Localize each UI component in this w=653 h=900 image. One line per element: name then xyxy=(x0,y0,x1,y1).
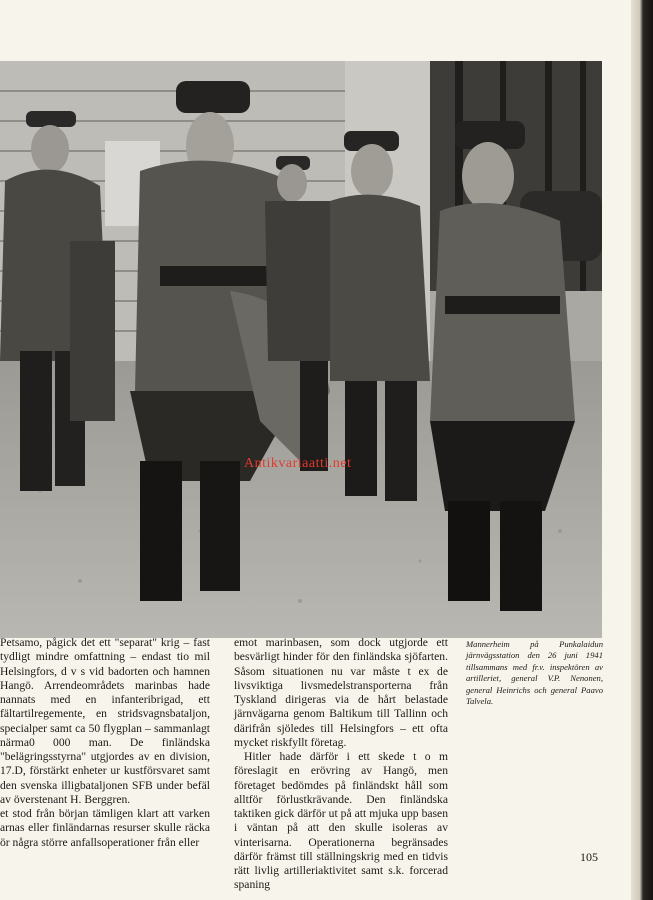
photo-illustration xyxy=(0,61,602,638)
photo-caption: Mannerheim på Punkalaidun järnvägsstation den 26 juni 1941 tillsammans med fr.v. inspektören av artilleriet, general V.P. Nenonen, general Heinrichs och general Paavo Talvela. xyxy=(466,639,603,707)
book-gutter-edge xyxy=(631,0,653,900)
watermark-text: Antikvariaatti.net xyxy=(244,456,352,471)
column2-paragraph-2: Hitler hade därför i ett skede t o m föreslagit en erövring av Hangö, men företaget bedömdes på finländskt håll som alltför förlustkrävande. Den finländska taktiken gick därför ut på att mjuka upp basen i väntan på att den skulle isoleras av vinterisarna. Operationerna begränsades därför främst till ställningskrig med en tidvis rätt livlig artilleriaktivitet samt s.k. forcerad spaning xyxy=(234,750,448,892)
column1-paragraph-2: et stod från början tämligen klart att varken arnas eller finländarnas resurser skulle räcka ör några större anfallsoperationer från eller xyxy=(0,807,210,849)
text-column-2 xyxy=(234,636,448,893)
text-column-1 xyxy=(0,636,210,850)
historical-photograph xyxy=(0,61,602,638)
column1-paragraph-1: Petsamo, pågick det ett "separat" krig – fast tydligt mindre omfattning – endast tio mil Helsingfors, d v s vid badorten och hamnen Hangö. Arrendeområdets marinbas hade nannats med en infanteribrigad, ett fältartilregemente, en stridsvagnsbataljon, specialper samt ca 50 flygplan – sammanlagt närma0 000 man. De finländska "belägringsstyrna" utgjordes av en division, 17.D, förstärkt enheter ur kustförsvaret samt den svenska illigbataljonen SFB under befäl av överstenant H. Berggren. xyxy=(0,636,210,806)
page-number: 105 xyxy=(580,850,598,864)
column2-paragraph-1: emot marinbasen, som dock utgjorde ett besvärligt hinder för den finländska sjöfarten. Såsom situationen nu var måste t ex de livsviktiga livsmedelstransporterna från Tyskland dirigeras via de hårt belastade järnvägarna genom Baltikum till Tallinn och därifrån sjöledes till Helsingfors – ett ofta mycket riskfyllt företag. xyxy=(234,636,448,749)
